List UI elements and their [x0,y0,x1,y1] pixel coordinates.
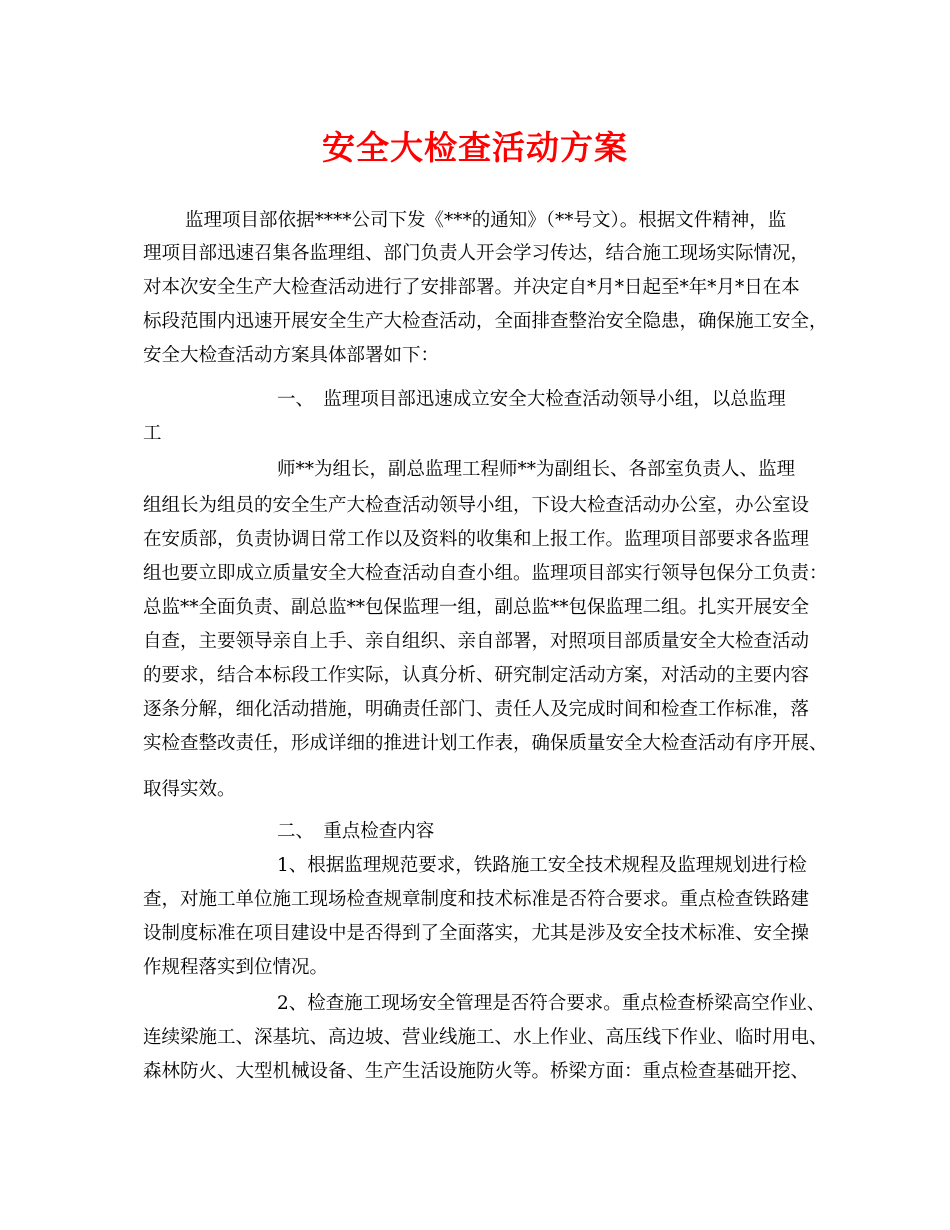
text-line: 组也要立即成立质量安全大检查活动自查小组。监理项目部实行领导包保分工负责： [143,563,828,584]
text-line: 实检查整改责任，形成详细的推进计划工作表，确保质量安全大检查活动有序开展、 [143,733,828,754]
text-line: 标段范围内迅速开展安全生产大检查活动，全面排查整治安全隐患，确保施工安全， [143,311,828,332]
text-line: 查，对施工单位施工现场检查规章制度和技术标准是否符合要求。重点检查铁路建 [143,889,810,910]
text-line: 二、 重点检查内容 [277,821,435,842]
text-line: 对本次安全生产大检查活动进行了安排部署。并决定自*月*日起至*年*月*日在本 [143,277,800,298]
text-line: 组组长为组员的安全生产大检查活动领导小组，下设大检查活动办公室，办公室设 [143,495,810,516]
text-line: 作规程落实到位情况。 [143,957,329,978]
text-line: 工 [143,423,162,444]
text-line: 安全大检查活动方案具体部署如下： [143,345,440,366]
text-line: 逐条分解，细化活动措施，明确责任部门、责任人及完成时间和检查工作标准，落 [143,699,810,720]
text-line: 总监**全面负责、副总监**包保监理一组，副总监**包保监理二组。扎实开展安全 [143,597,810,618]
document-title: 安全大检查活动方案 [322,128,628,167]
text-line: 在安质部，负责协调日常工作以及资料的收集和上报工作。监理项目部要求各监理 [143,529,810,550]
text-line: 监理项目部依据****公司下发《***的通知》（**号文）。根据文件精神，监 [185,210,787,231]
text-line: 理项目部迅速召集各监理组、部门负责人开会学习传达，结合施工现场实际情况， [143,243,810,264]
text-line: 连续梁施工、深基坑、高边坡、营业线施工、水上作业、高压线下作业、临时用电、 [143,1027,828,1048]
text-line: 的要求，结合本标段工作实际，认真分析、研究制定活动方案，对活动的主要内容 [143,665,810,686]
text-line: 1、根据监理规范要求，铁路施工安全技术规程及监理规划进行检 [277,855,807,876]
text-line: 一、 监理项目部迅速成立安全大检查活动领导小组，以总监理 [277,389,786,410]
text-line: 取得实效。 [143,779,236,800]
text-line: 森林防火、大型机械设备、生产生活设施防火等。桥梁方面：重点检查基础开挖、 [143,1061,810,1082]
text-line: 师**为组长，副总监理工程师**为副组长、各部室负责人、监理 [277,459,796,480]
text-line: 2、检查施工现场安全管理是否符合要求。重点检查桥梁高空作业、 [277,993,826,1014]
text-line: 自查，主要领导亲自上手、亲自组织、亲自部署，对照项目部质量安全大检查活动 [143,631,810,652]
text-line: 设制度标准在项目建设中是否得到了全面落实，尤其是涉及安全技术标准、安全操 [143,923,810,944]
